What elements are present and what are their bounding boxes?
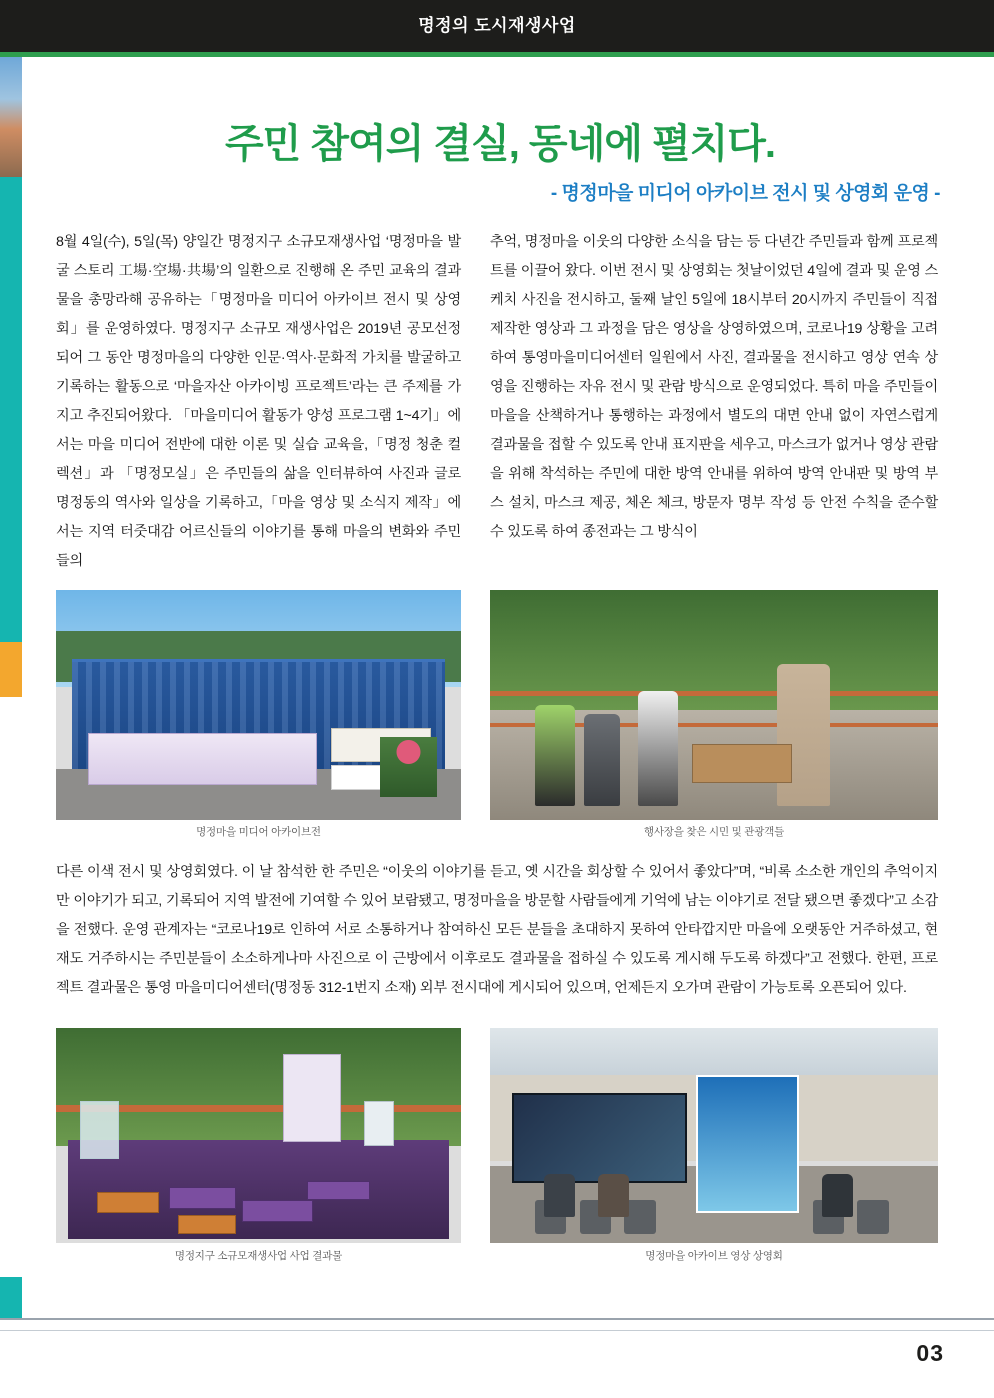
photo-archive-video-screening xyxy=(490,1028,938,1243)
photo-project-outputs-on-table xyxy=(56,1028,461,1243)
left-decor-photo-strip xyxy=(0,57,22,177)
photo2-person xyxy=(777,664,831,807)
photo1-exhibition-banner xyxy=(88,733,317,786)
footer-rule-secondary xyxy=(0,1330,994,1331)
page-header-bar xyxy=(0,0,994,52)
photo3-info-standee xyxy=(283,1054,342,1142)
article-headline: 주민 참여의 결실, 동네에 펼치다. xyxy=(225,122,775,166)
photo2-person xyxy=(584,714,620,806)
left-decor-footer-block xyxy=(0,1277,22,1318)
body-column-left: 8월 4일(수), 5일(목) 양일간 명정지구 소규모재생사업 ‘명정마을 발굴 스토리 工場·空場·共場’의 일환으로 진행해 온 주민 교육의 결과물을 총망라해 공유하는「명정마을 미디어 아카이브 전시 및 상영회」를 운영하였다. 명정지구 소규모 재생사업은 2019년 공모선정 되어 그 동안 명정마을의 다양한 인문·역사·문화적 가치를 발굴하고 기록하는 활동으로 ‘마을자산 아카이빙 프로젝트’라는 큰 주제를 가지고 추진되어왔다. 「마을미디어 활동가 양성 프로그램 1~4기」에서는 마을 미디어 전반에 대한 이론 및 실습 교육을,「명정 청춘 컬렉션」과 「명정모실」은 주민들의 삶을 인터뷰하여 사진과 글로 명정동의 역사와 일상을 기록하고,「마을 영상 및 소식지 제작」에서는 지역 터줏대감 어르신들의 이야기를 통해 마을의 변화와 주민들의 xyxy=(56,234,461,569)
photo-caption: 행사장을 찾은 시민 및 관광객들 xyxy=(643,826,785,838)
photo3-booklet-orange xyxy=(97,1192,160,1213)
photo3-booklet xyxy=(307,1181,370,1200)
photo4-quarantine-poster xyxy=(696,1075,799,1212)
photo-visitors-at-venue xyxy=(490,590,938,820)
photo-caption: 명정마을 미디어 아카이브전 xyxy=(196,826,321,838)
photo2-registration-table xyxy=(692,744,793,783)
article-subheadline: - 명정마을 미디어 아카이브 전시 및 상영회 운영 - xyxy=(550,183,940,204)
photo3-booklet xyxy=(242,1200,313,1221)
photo2-person xyxy=(638,691,678,806)
page-number: 03 xyxy=(916,1340,944,1366)
left-decor-orange-strip xyxy=(0,642,22,697)
photo3-booklet xyxy=(169,1187,236,1208)
photo-caption: 명정지구 소규모재생사업 사업 결과물 xyxy=(174,1250,343,1262)
photo4-chair xyxy=(624,1200,655,1234)
photo3-booklet-orange xyxy=(178,1215,237,1234)
photo4-seated-person xyxy=(822,1174,853,1217)
photo2-person xyxy=(535,705,575,806)
section-title: 명정의 도시재생사업 xyxy=(418,16,576,35)
header-green-rule xyxy=(0,52,994,57)
left-decor-teal-strip xyxy=(0,177,22,642)
photo1-flower-arrangement xyxy=(380,737,437,797)
photo3-table-cloth xyxy=(68,1140,449,1239)
left-decor-white-strip xyxy=(0,697,22,1277)
footer-rule-primary xyxy=(0,1318,994,1320)
photo-caption: 명정마을 아카이브 영상 상영회 xyxy=(645,1250,783,1262)
photo2-handrail-upper xyxy=(490,691,938,696)
photo4-seated-person xyxy=(598,1174,629,1217)
photo4-projection-screen xyxy=(512,1093,686,1183)
photo-media-archive-exhibition xyxy=(56,590,461,820)
photo2-tree-background xyxy=(490,590,938,717)
photo4-seated-person xyxy=(544,1174,575,1217)
photo4-chair xyxy=(857,1200,888,1234)
body-paragraph-full: 다른 이색 전시 및 상영회였다. 이 날 참석한 한 주민은 “이웃의 이야기를 듣고, 옛 시간을 회상할 수 있어서 좋았다”며, “비록 소소한 개인의 추억이지만 이야기가 되고, 기록되어 지역 발전에 기여할 수 있어 보람됐고, 명정마을을 방문할 사람들에게 기억에 남는 이야기로 전달 됐으면 좋겠다”고 소감을 전했다. 운영 관계자는 “코로나19로 인하여 서로 소통하거나 참여하신 모든 분들을 초대하지 못하여 안타깝지만 마을에 오랫동안 거주하셨고, 현재도 거주하시는 주민분들이 소소하게나마 사진으로 이 근방에서 이후로도 결과물을 접하실 수 있도록 게시해 두도록 하겠다”고 전했다. 한편, 프로젝트 결과물은 통영 마을미디어센터(명정동 312-1번지 소재) 외부 전시대에 게시되어 있으며, 언제든지 오가며 관람이 가능토록 오픈되어 있다. xyxy=(56,864,938,996)
photo3-hand-sanitizer xyxy=(364,1101,394,1146)
body-column-right: 추억, 명정마을 이웃의 다양한 소식을 담는 등 다년간 주민들과 함께 프로젝트를 이끌어 왔다. 이번 전시 및 상영회는 첫날이었던 4일에 결과 및 운영 스케치 사진을 전시하고, 둘째 날인 5일에 18시부터 20시까지 주민들이 직접 제작한 영상과 그 과정을 담은 영상을 상영하였으며, 코로나19 상황을 고려하여 통영마을미디어센터 일원에서 사진, 결과물을 전시하고 영상 연속 상영을 진행하는 자유 전시 및 관람 방식으로 운영되었다. 특히 마을 주민들이 마을을 산책하거나 통행하는 과정에서 별도의 대면 안내 없이 자연스럽게 결과물을 접할 수 있도록 안내 표지판을 세우고, 마스크가 없거나 영상 관람을 위해 착석하는 주민에 대한 방역 안내를 위하여 방역 안내판 및 방역 부스 설치, 마스크 제공, 체온 체크, 방문자 명부 작성 등 안전 수칙을 준수할 수 있도록 하여 종전과는 그 방식이 xyxy=(490,234,938,540)
photo3-flower-vase xyxy=(80,1101,118,1159)
